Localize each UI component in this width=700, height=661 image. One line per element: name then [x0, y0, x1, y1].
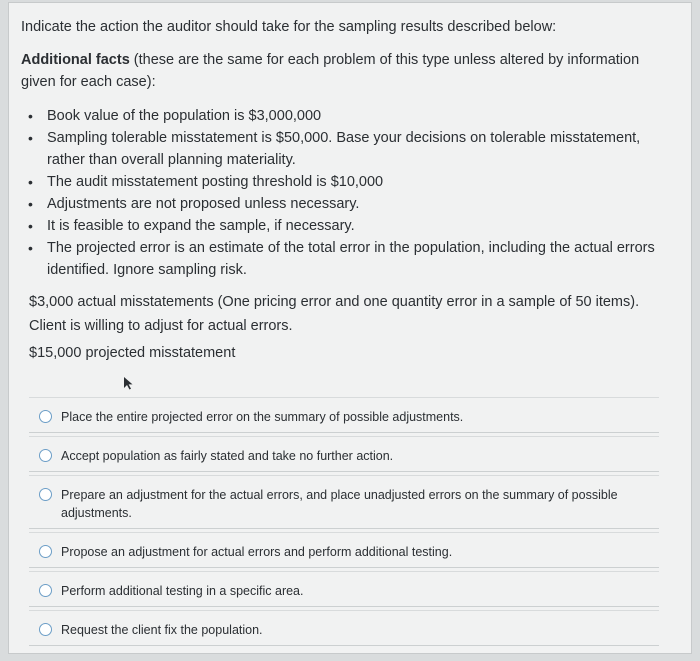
- radio-button[interactable]: [39, 545, 52, 558]
- fact-item: • The audit misstatement posting threshold is $10,000: [21, 171, 661, 193]
- fact-item: • Book value of the population is $3,000,000: [21, 105, 661, 127]
- answer-option-label: Place the entire projected error on the summary of possible adjustments.: [61, 410, 464, 424]
- facts-heading-bold: Additional facts: [21, 52, 130, 68]
- answer-option-label: Propose an adjustment for actual errors and perform additional testing.: [61, 545, 453, 559]
- facts-heading-rest: (these are the same for each problem of this type unless altered by information given for each case):: [21, 52, 640, 90]
- answer-option[interactable]: [29, 610, 659, 646]
- fact-item: • Sampling tolerable misstatement is $50,000. Base your decisions on tolerable misstatement, rather than overall planning materiality.: [21, 127, 661, 171]
- bullet-icon: •: [28, 196, 33, 212]
- facts-heading: [21, 49, 661, 93]
- radio-button[interactable]: [39, 584, 52, 597]
- question-prompt: Indicate the action the auditor should take for the sampling results described below:: [21, 19, 557, 35]
- case-actual-misstatements: $3,000 actual misstatements (One pricing error and one quantity error in a sample of 50 items). Client is willing to adjust for actual errors.: [29, 294, 640, 334]
- answer-option[interactable]: [29, 397, 659, 433]
- bullet-icon: •: [28, 130, 33, 146]
- answer-option-label: Prepare an adjustment for the actual errors, and place unadjusted errors on the summary of possible adjustments.: [61, 488, 618, 520]
- answer-options: [29, 397, 659, 649]
- radio-button[interactable]: [39, 410, 52, 423]
- fact-item: • Adjustments are not proposed unless necessary.: [21, 193, 661, 215]
- case-projected-misstatement: $15,000 projected misstatement: [29, 345, 236, 361]
- fact-item: • It is feasible to expand the sample, if necessary.: [21, 215, 661, 237]
- facts-list: [21, 105, 661, 281]
- bullet-icon: •: [28, 108, 33, 124]
- bullet-icon: •: [28, 174, 33, 190]
- answer-option-label: Accept population as fairly stated and take no further action.: [61, 449, 394, 463]
- radio-button[interactable]: [39, 623, 52, 636]
- answer-option[interactable]: [29, 571, 659, 607]
- answer-option-label: Perform additional testing in a specific area.: [61, 584, 304, 598]
- answer-option[interactable]: [29, 532, 659, 568]
- radio-button[interactable]: [39, 488, 52, 501]
- fact-item: • The projected error is an estimate of the total error in the population, including the actual errors identified. Ignore sampling risk.: [21, 237, 661, 281]
- radio-button[interactable]: [39, 449, 52, 462]
- answer-option[interactable]: [29, 436, 659, 472]
- answer-option[interactable]: [29, 475, 659, 529]
- bullet-icon: •: [28, 240, 33, 256]
- answer-option-label: Request the client fix the population.: [61, 623, 263, 637]
- bullet-icon: •: [28, 218, 33, 234]
- question-card: [8, 2, 692, 654]
- mouse-cursor-icon: [123, 376, 135, 390]
